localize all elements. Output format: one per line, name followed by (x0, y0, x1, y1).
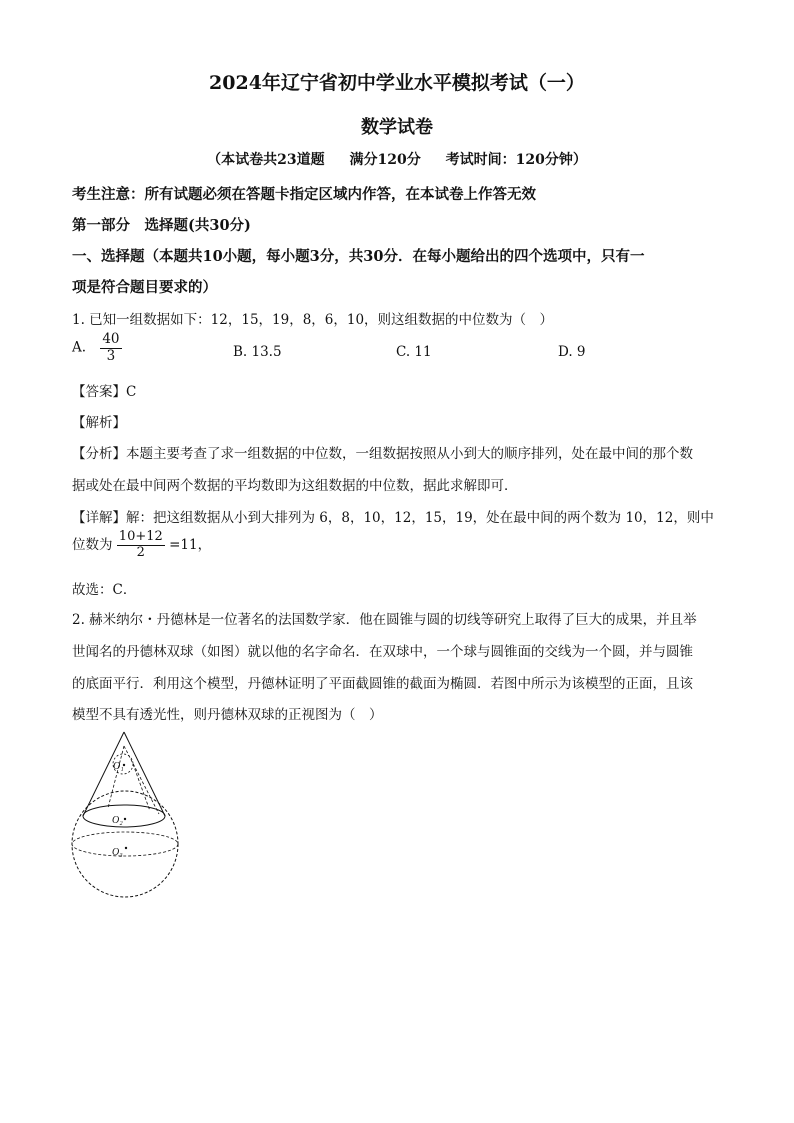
q1-option-d: D. 9 (558, 344, 586, 360)
q1-fenxi-line2: 据或处在最中间两个数据的平均数即为这组数据的中位数，据此求解即可． (72, 478, 518, 494)
fraction-numerator: 10+12 (118, 529, 163, 544)
fraction-numerator: 40 (102, 331, 120, 347)
exam-notice: 考生注意：所有试题必须在答题卡指定区域内作答，在本试卷上作答无效 (72, 186, 536, 203)
large-sphere-equator (72, 832, 178, 856)
detail-tag: 【详解】 (72, 510, 126, 526)
q1-answer (72, 380, 136, 400)
q1-analysis-tag: 【解析】 (72, 415, 126, 431)
center-o2 (124, 818, 126, 820)
option-a-fraction (100, 332, 121, 364)
q2-line4: 模型不具有透光性，则丹德林双球的正视图为（ ） (72, 707, 383, 723)
section-line-right (124, 746, 159, 814)
q1-option-c: C. 11 (396, 344, 432, 360)
q2-line3: 的底面平行．利用这个模型，丹德林证明了平面截圆锥的截面为椭圆．若图中所示为该模型的正面，且该 (72, 676, 693, 692)
fraction-denominator: 3 (106, 347, 116, 364)
cone-right-edge (124, 732, 165, 816)
label-o1: O₁ (113, 761, 124, 772)
q1-fenxi-line1 (72, 442, 693, 462)
q2-line1: 2. 赫米纳尔・丹德林是一位著名的法国数学家．他在圆锥与圆的切线等研究上取得了巨大的成果，并且举 (72, 612, 697, 628)
exam-time: 考试时间：120分钟） (445, 152, 587, 168)
q2-line2: 世闻名的丹德林双球（如图）就以他的名字命名．在双球中，一个球与圆锥面的交线为一个圆，并与圆锥 (72, 644, 693, 660)
q1-detail-line2 (72, 530, 211, 561)
question-count: （本试卷共23道题 (207, 152, 325, 168)
exam-meta (0, 149, 794, 169)
q1-option-b: B. 13.5 (233, 344, 282, 360)
answer-tag: 【答案】 (72, 384, 126, 400)
label-o2: O₂ (112, 815, 123, 826)
axis-line (133, 764, 150, 811)
detail-prefix: 位数为 (72, 536, 113, 553)
dandelin-spheres-figure (64, 728, 194, 908)
q1-conclusion: 故选：C． (72, 582, 137, 598)
detail-text: 解：把这组数据从小到大排列为 6，8，10，12，15，19，处在最中间的两个数为 10，12，则中 (126, 510, 714, 526)
cone-base (83, 805, 165, 827)
detail-fraction (117, 530, 165, 561)
section-heading-line1: 一、选择题（本题共10小题，每小题3分，共30分．在每小题给出的四个选项中，只有一 (72, 248, 645, 265)
fraction-denominator: 2 (136, 544, 145, 560)
center-o3 (125, 847, 127, 849)
answer-value: C (126, 384, 137, 400)
q1-stem: 1. 已知一组数据如下：12，15，19，8，6，10，则这组数据的中位数为（ ） (72, 312, 554, 328)
q1-detail-line1 (72, 506, 714, 526)
q1-option-a (72, 332, 122, 364)
page-title: 2024年辽宁省初中学业水平模拟考试（一） (209, 72, 585, 94)
section-heading-line2: 项是符合题目要求的） (72, 279, 217, 296)
label-o3: O₃ (112, 847, 123, 858)
detail-suffix: =11， (169, 536, 212, 553)
total-score: 满分120分 (349, 152, 421, 168)
fenxi-tag: 【分析】 (72, 446, 126, 462)
part-heading: 第一部分 选择题(共30分) (72, 217, 251, 234)
section-line-left (108, 746, 124, 808)
fenxi-text: 本题主要考查了求一组数据的中位数，一组数据按照从小到大的顺序排列，处在最中间的那个数 (126, 446, 693, 462)
page-subtitle: 数学试卷 (361, 117, 433, 138)
cone-left-edge (83, 732, 124, 816)
option-a-label: A. (72, 339, 87, 356)
